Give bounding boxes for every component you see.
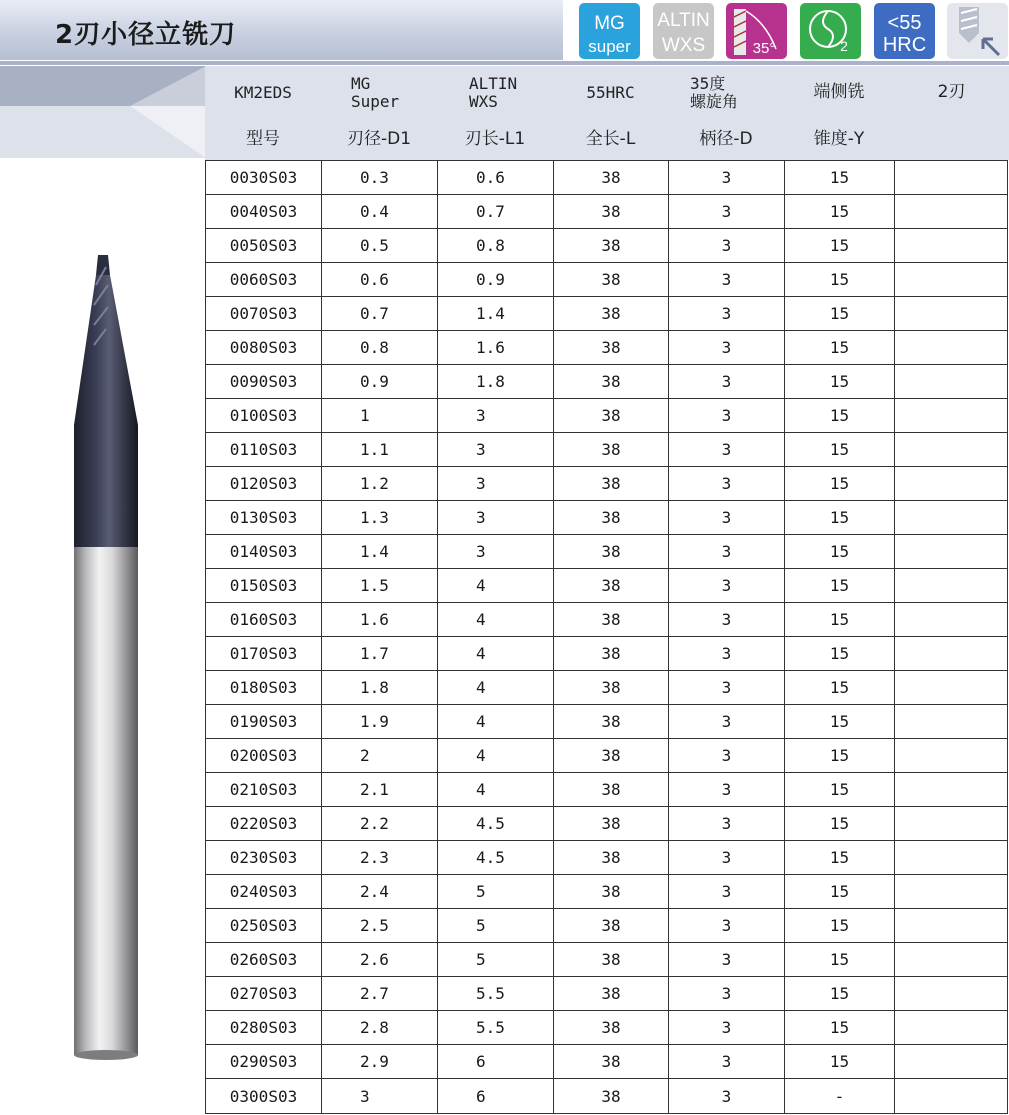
- column-header-l1: 刃长-L1: [464, 129, 526, 150]
- cell-d: 3: [669, 977, 785, 1010]
- spec-header-mg: MG Super: [351, 73, 400, 111]
- table-row: [206, 977, 1007, 1011]
- column-header-d1: 刃径-D1: [346, 129, 412, 150]
- cell-y: 15: [785, 671, 895, 704]
- cell-model: 0200S03: [206, 739, 322, 772]
- cell-l1: 6: [438, 1045, 554, 1078]
- cell-y: 15: [785, 433, 895, 466]
- altin-wxs-icon: [653, 3, 714, 59]
- cell-y: 15: [785, 977, 895, 1010]
- cell-d1: 2.3: [322, 841, 438, 874]
- cell-l: 38: [554, 1079, 669, 1113]
- cell-d1: 0.9: [322, 365, 438, 398]
- cell-l: 38: [554, 705, 669, 738]
- cell-d: 3: [669, 297, 785, 330]
- cell-l1: 5.5: [438, 1011, 554, 1044]
- cell-l1: 4.5: [438, 841, 554, 874]
- cell-l: 38: [554, 841, 669, 874]
- spec-header-helix: 35度 螺旋角: [690, 73, 739, 111]
- cell-d: 3: [669, 909, 785, 942]
- cell-blank: [895, 297, 1008, 330]
- cell-blank: [895, 365, 1008, 398]
- mg-icon-line1: MG: [594, 13, 625, 34]
- cell-d1: 0.6: [322, 263, 438, 296]
- cell-model: 0240S03: [206, 875, 322, 908]
- cell-model: 0170S03: [206, 637, 322, 670]
- cell-l: 38: [554, 943, 669, 976]
- cell-d: 3: [669, 1011, 785, 1044]
- cell-y: 15: [785, 229, 895, 262]
- cell-blank: [895, 705, 1008, 738]
- cell-l: 38: [554, 739, 669, 772]
- cell-model: 0090S03: [206, 365, 322, 398]
- cell-blank: [895, 399, 1008, 432]
- cell-blank: [895, 501, 1008, 534]
- cell-model: 0140S03: [206, 535, 322, 568]
- cell-d1: 1.8: [322, 671, 438, 704]
- table-row: [206, 1079, 1007, 1113]
- cell-model: 0220S03: [206, 807, 322, 840]
- cell-l1: 4.5: [438, 807, 554, 840]
- cell-blank: [895, 671, 1008, 704]
- cell-y: 15: [785, 365, 895, 398]
- cell-d: 3: [669, 943, 785, 976]
- hrc-icon-line2: HRC: [882, 34, 927, 56]
- cell-model: 0270S03: [206, 977, 322, 1010]
- cell-l1: 4: [438, 671, 554, 704]
- cell-model: 0110S03: [206, 433, 322, 466]
- cell-l1: 3: [438, 399, 554, 432]
- cell-model: 0290S03: [206, 1045, 322, 1078]
- cell-blank: [895, 875, 1008, 908]
- cell-l: 38: [554, 535, 669, 568]
- cell-blank: [895, 263, 1008, 296]
- cell-l1: 0.7: [438, 195, 554, 228]
- cell-d1: 2.4: [322, 875, 438, 908]
- table-row: [206, 569, 1007, 603]
- cell-y: 15: [785, 739, 895, 772]
- cell-l: 38: [554, 433, 669, 466]
- spec-header-flutes: 2刃: [937, 82, 966, 103]
- cell-l1: 1.8: [438, 365, 554, 398]
- cell-d: 3: [669, 263, 785, 296]
- title-divider: [0, 61, 1009, 65]
- cell-model: 0080S03: [206, 331, 322, 364]
- cell-y: 15: [785, 1011, 895, 1044]
- cell-d1: 2: [322, 739, 438, 772]
- cell-l1: 0.6: [438, 161, 554, 194]
- cell-d: 3: [669, 433, 785, 466]
- cell-d1: 0.8: [322, 331, 438, 364]
- cell-y: 15: [785, 399, 895, 432]
- cell-d: 3: [669, 365, 785, 398]
- cell-y: 15: [785, 943, 895, 976]
- cell-d1: 1.3: [322, 501, 438, 534]
- cell-blank: [895, 195, 1008, 228]
- cell-d1: 2.5: [322, 909, 438, 942]
- cell-d: 3: [669, 637, 785, 670]
- cell-model: 0190S03: [206, 705, 322, 738]
- cell-d1: 0.7: [322, 297, 438, 330]
- cell-d: 3: [669, 229, 785, 262]
- cell-l1: 0.8: [438, 229, 554, 262]
- cell-blank: [895, 229, 1008, 262]
- cell-l1: 1.6: [438, 331, 554, 364]
- cell-l1: 0.9: [438, 263, 554, 296]
- column-header-d: 柄径-D: [699, 129, 753, 150]
- cell-y: 15: [785, 603, 895, 636]
- cell-y: 15: [785, 1045, 895, 1078]
- cell-y: 15: [785, 773, 895, 806]
- table-row: [206, 603, 1007, 637]
- cell-d: 3: [669, 739, 785, 772]
- cell-l1: 1.4: [438, 297, 554, 330]
- cell-d: 3: [669, 603, 785, 636]
- end-mill-icon: [60, 255, 160, 1065]
- cell-d1: 1.6: [322, 603, 438, 636]
- cell-d: 3: [669, 331, 785, 364]
- cell-l1: 5: [438, 943, 554, 976]
- cell-blank: [895, 433, 1008, 466]
- mg-icon-line2: super: [588, 37, 631, 56]
- cell-l1: 3: [438, 501, 554, 534]
- cell-blank: [895, 1011, 1008, 1044]
- table-row: [206, 943, 1007, 977]
- cell-l: 38: [554, 1011, 669, 1044]
- cell-l1: 5: [438, 875, 554, 908]
- cell-d: 3: [669, 569, 785, 602]
- cell-l1: 4: [438, 705, 554, 738]
- table-row: [206, 161, 1007, 195]
- cell-model: 0180S03: [206, 671, 322, 704]
- cell-d1: 0.3: [322, 161, 438, 194]
- spec-header-altin: ALTIN WXS: [469, 73, 518, 111]
- cell-model: 0130S03: [206, 501, 322, 534]
- cell-model: 0230S03: [206, 841, 322, 874]
- cell-d1: 3: [322, 1079, 438, 1113]
- cell-d1: 2.2: [322, 807, 438, 840]
- cell-y: 15: [785, 263, 895, 296]
- cell-y: 15: [785, 705, 895, 738]
- cell-blank: [895, 467, 1008, 500]
- spec-header-series: KM2EDS: [234, 82, 292, 102]
- table-row: [206, 739, 1007, 773]
- cell-blank: [895, 1079, 1008, 1113]
- cell-l: 38: [554, 467, 669, 500]
- cell-y: 15: [785, 331, 895, 364]
- cell-model: 0050S03: [206, 229, 322, 262]
- cell-l: 38: [554, 807, 669, 840]
- table-row: [206, 637, 1007, 671]
- table-row: [206, 1011, 1007, 1045]
- cell-model: 0160S03: [206, 603, 322, 636]
- cell-d: 3: [669, 841, 785, 874]
- cell-blank: [895, 773, 1008, 806]
- cell-l1: 4: [438, 773, 554, 806]
- table-row: [206, 195, 1007, 229]
- table-row: [206, 671, 1007, 705]
- column-header-y: 锥度-Y: [813, 129, 865, 150]
- cell-blank: [895, 535, 1008, 568]
- cell-d: 3: [669, 1079, 785, 1113]
- cell-blank: [895, 603, 1008, 636]
- cell-blank: [895, 739, 1008, 772]
- spec-table: [205, 160, 1008, 1114]
- table-row: [206, 875, 1007, 909]
- cell-d1: 1: [322, 399, 438, 432]
- cell-y: 15: [785, 501, 895, 534]
- cell-l1: 4: [438, 739, 554, 772]
- cell-l1: 4: [438, 569, 554, 602]
- cell-l: 38: [554, 773, 669, 806]
- cell-l: 38: [554, 263, 669, 296]
- table-row: [206, 1045, 1007, 1079]
- cell-model: 0040S03: [206, 195, 322, 228]
- table-row: [206, 331, 1007, 365]
- cell-y: 15: [785, 535, 895, 568]
- hrc-icon: [874, 3, 935, 59]
- cell-blank: [895, 943, 1008, 976]
- table-row: [206, 263, 1007, 297]
- cell-d: 3: [669, 1045, 785, 1078]
- cell-l1: 4: [438, 603, 554, 636]
- cell-y: 15: [785, 807, 895, 840]
- cell-model: 0260S03: [206, 943, 322, 976]
- cell-blank: [895, 977, 1008, 1010]
- cell-y: 15: [785, 195, 895, 228]
- cell-blank: [895, 841, 1008, 874]
- table-row: [206, 909, 1007, 943]
- cell-d1: 1.9: [322, 705, 438, 738]
- table-row: [206, 365, 1007, 399]
- spec-header-hardness: 55HRC: [586, 82, 635, 102]
- cell-y: -: [785, 1079, 895, 1113]
- two-flute-icon: [800, 3, 861, 59]
- table-row: [206, 535, 1007, 569]
- cell-d1: 1.1: [322, 433, 438, 466]
- cell-d: 3: [669, 671, 785, 704]
- cell-y: 15: [785, 637, 895, 670]
- cell-l1: 3: [438, 535, 554, 568]
- cell-y: 15: [785, 909, 895, 942]
- cell-model: 0030S03: [206, 161, 322, 194]
- column-header-l: 全长-L: [585, 129, 636, 150]
- cell-y: 15: [785, 297, 895, 330]
- cell-l: 38: [554, 297, 669, 330]
- cell-l: 38: [554, 501, 669, 534]
- cell-model: 0120S03: [206, 467, 322, 500]
- cell-d1: 2.8: [322, 1011, 438, 1044]
- cell-l: 38: [554, 161, 669, 194]
- cell-d1: 0.5: [322, 229, 438, 262]
- cell-blank: [895, 807, 1008, 840]
- cell-d: 3: [669, 161, 785, 194]
- cell-l1: 4: [438, 637, 554, 670]
- header-arrow-decor: [130, 66, 206, 158]
- cell-model: 0250S03: [206, 909, 322, 942]
- table-row: [206, 773, 1007, 807]
- cell-y: 15: [785, 161, 895, 194]
- cell-l: 38: [554, 977, 669, 1010]
- cell-l1: 3: [438, 467, 554, 500]
- cell-l: 38: [554, 195, 669, 228]
- table-row: [206, 399, 1007, 433]
- cell-y: 15: [785, 467, 895, 500]
- cell-d1: 2.9: [322, 1045, 438, 1078]
- table-row: [206, 297, 1007, 331]
- cell-blank: [895, 909, 1008, 942]
- cell-l: 38: [554, 671, 669, 704]
- cell-l: 38: [554, 603, 669, 636]
- cell-l1: 3: [438, 433, 554, 466]
- cell-d1: 1.4: [322, 535, 438, 568]
- cell-l: 38: [554, 875, 669, 908]
- cell-y: 15: [785, 841, 895, 874]
- cell-d1: 1.2: [322, 467, 438, 500]
- cell-d1: 1.7: [322, 637, 438, 670]
- cell-l: 38: [554, 365, 669, 398]
- cell-blank: [895, 569, 1008, 602]
- cell-l: 38: [554, 569, 669, 602]
- cell-l: 38: [554, 229, 669, 262]
- flute-count-label: 2: [840, 38, 848, 54]
- cell-l: 38: [554, 637, 669, 670]
- cell-model: 0300S03: [206, 1079, 322, 1113]
- cell-d: 3: [669, 399, 785, 432]
- cell-d: 3: [669, 535, 785, 568]
- mg-super-icon: [579, 3, 640, 59]
- cell-d1: 2.6: [322, 943, 438, 976]
- altin-icon-line1: ALTIN: [657, 10, 710, 31]
- cell-l1: 5.5: [438, 977, 554, 1010]
- spec-header-row: [205, 66, 1009, 120]
- cell-l: 38: [554, 399, 669, 432]
- table-row: [206, 467, 1007, 501]
- cell-l1: 6: [438, 1079, 554, 1113]
- table-row: [206, 841, 1007, 875]
- cell-model: 0280S03: [206, 1011, 322, 1044]
- cell-model: 0150S03: [206, 569, 322, 602]
- cell-y: 15: [785, 569, 895, 602]
- table-row: [206, 433, 1007, 467]
- cell-d1: 1.5: [322, 569, 438, 602]
- cell-y: 15: [785, 875, 895, 908]
- cell-model: 0100S03: [206, 399, 322, 432]
- cell-d: 3: [669, 195, 785, 228]
- table-row: [206, 501, 1007, 535]
- cell-blank: [895, 637, 1008, 670]
- cell-d1: 2.7: [322, 977, 438, 1010]
- cell-d: 3: [669, 773, 785, 806]
- cell-blank: [895, 331, 1008, 364]
- helix-angle-icon: [726, 3, 787, 59]
- cell-blank: [895, 161, 1008, 194]
- page-title: 2刃小径立铣刀: [55, 20, 237, 50]
- cell-d: 3: [669, 875, 785, 908]
- spec-header-milling: 端侧铣: [813, 82, 865, 103]
- cell-d: 3: [669, 501, 785, 534]
- cell-model: 0060S03: [206, 263, 322, 296]
- column-header-model: 型号: [246, 129, 280, 150]
- cell-blank: [895, 1045, 1008, 1078]
- helix-angle-label: 35°: [752, 40, 776, 57]
- altin-icon-line2: WXS: [661, 35, 706, 56]
- title-bar: [0, 0, 563, 60]
- cell-d1: 0.4: [322, 195, 438, 228]
- cell-model: 0070S03: [206, 297, 322, 330]
- column-header-blank: [894, 120, 1009, 160]
- cell-l: 38: [554, 331, 669, 364]
- cell-d: 3: [669, 807, 785, 840]
- side-milling-icon: [947, 3, 1008, 59]
- cell-d1: 2.1: [322, 773, 438, 806]
- cell-d: 3: [669, 467, 785, 500]
- table-row: [206, 705, 1007, 739]
- table-row: [206, 807, 1007, 841]
- cell-model: 0210S03: [206, 773, 322, 806]
- side-milling-graphic: [947, 3, 1008, 59]
- cell-l: 38: [554, 909, 669, 942]
- column-header-row: [205, 120, 1009, 160]
- cell-l: 38: [554, 1045, 669, 1078]
- cell-l1: 5: [438, 909, 554, 942]
- table-row: [206, 229, 1007, 263]
- hrc-icon-line1: <55: [887, 12, 922, 34]
- cell-d: 3: [669, 705, 785, 738]
